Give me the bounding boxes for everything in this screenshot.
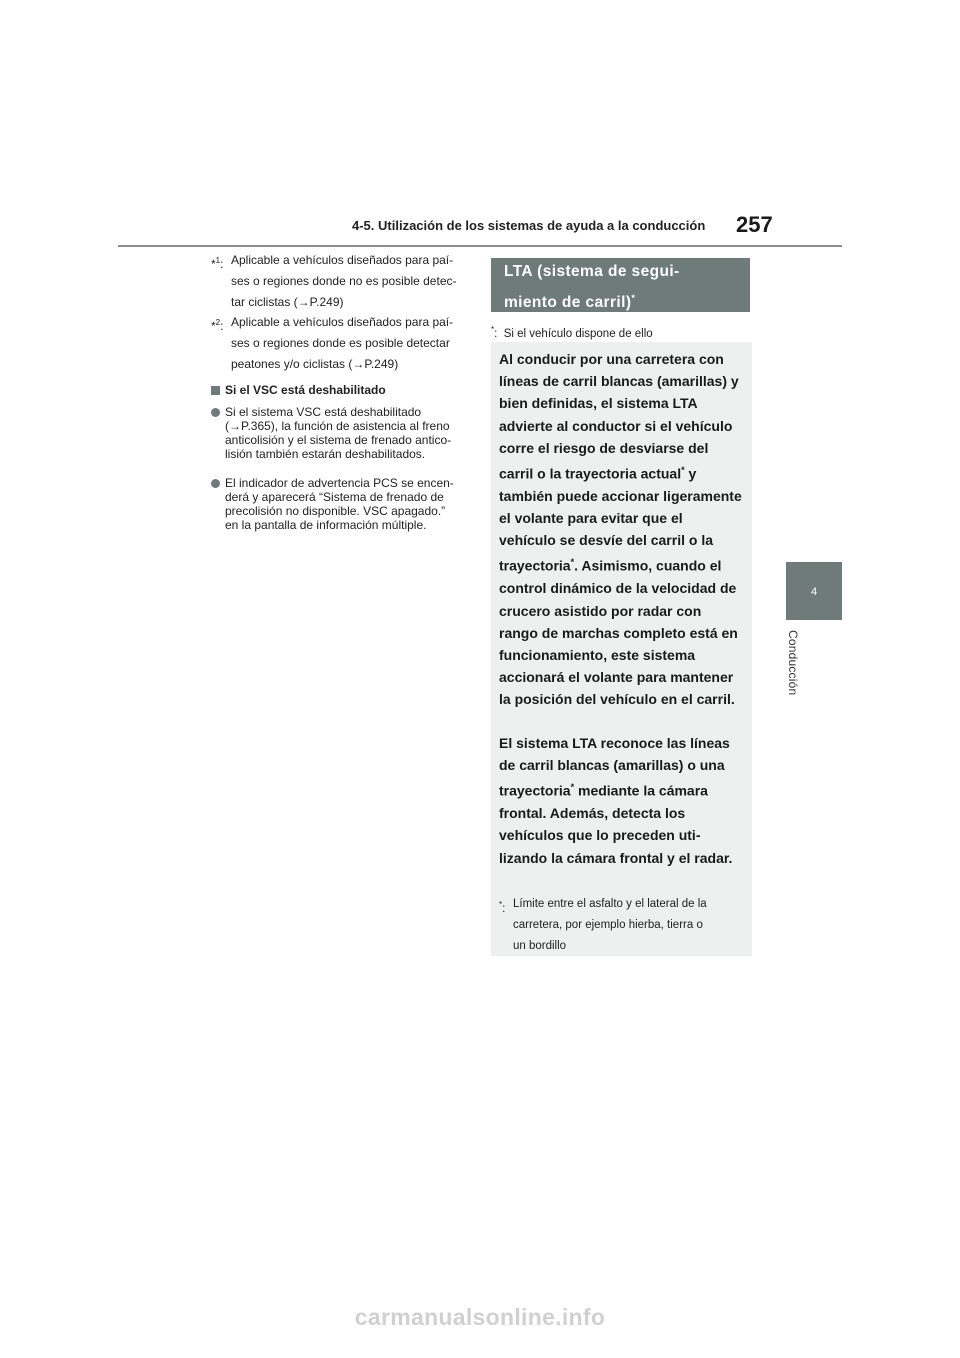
header-rule: [118, 245, 842, 247]
circle-bullet-icon: [211, 408, 220, 417]
subheading: Si el VSC está deshabilitado: [225, 383, 386, 397]
footnote-line: Aplicable a vehículos diseñados para paí-: [231, 315, 454, 329]
bullet-item: [225, 476, 473, 532]
bullet-line: en la pantalla de información múltiple.: [225, 518, 427, 532]
bullet-line: derá y aparecerá “Sistema de frenado de: [225, 490, 444, 504]
footnote-mark: *$^1$:: [211, 256, 224, 271]
running-header-section-title: 4-5. Utilización de los sistemas de ayuda a la conducción: [352, 218, 706, 233]
section-title: [504, 259, 744, 316]
info-paragraph-1: Al conducir por una carretera con líneas de carril blancas (amarillas) y bien definidas, el sistema LTA advierte al conductor si el vehículo corre el riesgo de desviarse del carril o la trayectoria actual* y también puede accionar ligeramente el volante para evitar que el vehículo se desvíe del carril o la trayectoria*. Asimismo, cuando el control dinámico de la velocidad de crucero asistido por radar con rango de marchas completo está en funcionamiento, este sistema accionará el volante para mantener la posición del vehículo en el carril.: [499, 351, 742, 708]
bullet-line: El indicador de advertencia PCS se encen-: [225, 476, 454, 490]
footnote-1: [211, 250, 483, 313]
footnote-mark: *$^2$:: [211, 318, 224, 333]
footnote-line: ses o regiones donde es posible detectar: [231, 336, 450, 350]
footnote-line: ses o regiones donde no es posible detec-: [231, 274, 457, 288]
footnote-line: carretera, por ejemplo hierba, tierra o: [513, 919, 703, 931]
footnote-mark: *:: [499, 900, 506, 915]
info-footnote: [499, 894, 739, 957]
footnote-line: un bordillo: [513, 940, 567, 952]
footnote-line: Límite entre el asfalto y el lateral de la: [513, 898, 707, 910]
chapter-tab-label-wrap: [786, 630, 804, 710]
bullet-item: [225, 405, 473, 461]
footnote-line: Aplicable a vehículos diseñados para paí-: [231, 253, 454, 267]
page-number: 257: [736, 212, 773, 237]
footnote-line: tar ciclistas (→P.249): [231, 295, 344, 309]
bullet-line: Si el sistema VSC está deshabilitado: [225, 405, 422, 419]
circle-bullet-icon: [211, 479, 220, 488]
bullet-line: lisión también estarán deshabilitados.: [225, 447, 426, 461]
watermark: carmanualsonline.info: [354, 1304, 606, 1330]
chapter-tab-number: 4: [810, 586, 818, 598]
section-title-line: miento de carril)*: [504, 293, 636, 312]
footnote-line: peatones y/o ciclistas (→P.249): [231, 357, 399, 371]
bullet-line: (→P.365), la función de asistencia al freno: [225, 419, 450, 433]
info-paragraph-2: El sistema LTA reconoce las líneas de carril blancas (amarillas) o una trayectoria* mediante la cámara frontal. Además, detecta los vehículos que lo preceden utilizando la cámara frontal y el radar.: [499, 735, 733, 866]
chapter-tab-label: Conducción: [786, 630, 800, 696]
bullet-line: precolisión no disponible. VSC apagado.”: [225, 504, 446, 518]
footnote-2: [211, 312, 483, 375]
bullet-line: anticolisión y el sistema de frenado antico-: [225, 433, 452, 447]
section-footnote: *: Si el vehículo dispone de ello: [491, 325, 653, 340]
square-bullet-icon: [211, 386, 220, 395]
section-title-line: LTA (sistema de segui-: [504, 263, 680, 280]
